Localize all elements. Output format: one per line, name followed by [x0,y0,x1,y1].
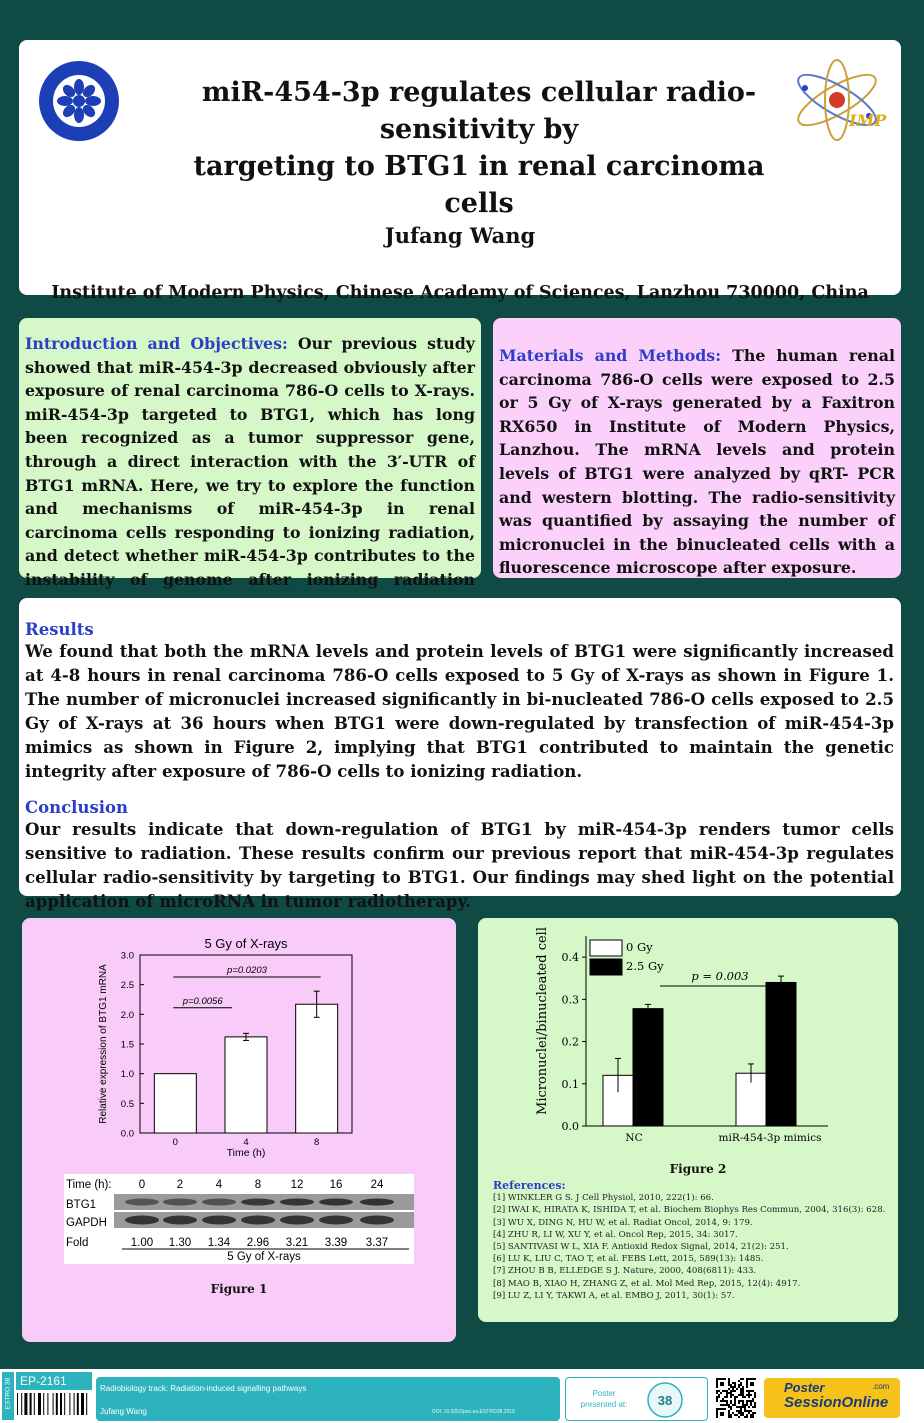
blot-fold-value: 1.00 [130,1237,154,1249]
brand-session: SessionOnline [784,1394,889,1411]
chart-2-ytick-label: 0.4 [561,951,579,965]
chart-1-ytick-label: 1.5 [120,1039,134,1051]
chart-2-p-value: p = 0.003 [691,969,749,983]
chart-2-bar [633,1009,663,1126]
chart-1-ytick-label: 2.0 [120,1009,134,1021]
title-line-2: targeting to BTG1 in renal carcinoma cells [193,151,765,219]
author-name: Jufang Wang [384,223,536,248]
blot-row-label: GAPDH [66,1217,107,1229]
blot-band [241,1216,275,1225]
blot-band [202,1199,236,1206]
blot-band [319,1216,353,1225]
blot-time-label: 12 [290,1179,304,1191]
side-code: ESTRO 38 [4,1377,12,1410]
chart-1-ytick-label: 0.5 [120,1098,134,1110]
chart-1-bar [154,1074,196,1133]
results-heading: Results [25,620,94,639]
blot-band [360,1216,394,1225]
reference-item: [5] SANTIVASI W L, XIA F. Antioxid Redox Signal, 2014, 21(2): 251. [493,1242,789,1253]
chart-2-ytick-label: 0.1 [561,1077,579,1091]
footer-doi: DOI: 10.3252/pso.eu.ESTRO38.2019 [432,1409,515,1415]
chart-1-xlabel: Time (h) [226,1147,266,1159]
chart-2-legend-label: 0 Gy [626,940,653,954]
methods-text [499,344,895,580]
cas-logo [37,59,121,143]
blot-time-label: Time (h): [66,1179,112,1191]
presented-line-1: Poster [592,1389,616,1398]
blot-band [280,1199,314,1206]
chart-1-p-value: p=0.0203 [227,964,267,976]
reference-item: [7] ZHOU B B, ELLEDGE S J. Nature, 2000, 408(6811): 433. [493,1266,757,1277]
western-blot [64,1174,414,1264]
affiliation: Institute of Modern Physics, Chinese Academy of Sciences, Lanzhou 730000, China [51,283,869,303]
blot-time-label: 0 [138,1179,146,1191]
blot-time-label: 2 [176,1179,184,1191]
blot-fold-value: 2.96 [246,1237,270,1249]
imp-logo [787,58,887,142]
blot-band [125,1199,159,1206]
blot-band [360,1199,394,1206]
results-body: We found that both the mRNA levels and protein levels of BTG1 were significantly increased at 4-8 hours in renal carcinoma 786-O cells exposed to 5 Gy of X-rays as shown in Figure 1. The number of micronuclei increased significantly in bi-nucleated 786-O cells exposed to 2.5 Gy of X-rays at 36 hours when BTG1 were down-regulated by transfection of miR-454-3p mimics as shown in Figure 2, implying that BTG1 contributed to maintain the genetic integrity after exposure of 786-O cells to ionizing radiation. [25,641,894,781]
chart-2-ylabel: Micronuclei/binucleated cell [535,927,550,1115]
conclusion-heading: Conclusion [25,798,129,817]
chart-1-p-value: p=0.0056 [182,995,223,1007]
blot-row-label: BTG1 [66,1199,97,1211]
chart-1-ylabel: Relative expression of BTG1 mRNA [98,964,109,1124]
figure-1-panel [22,918,456,1342]
blot-time-label: 8 [254,1179,262,1191]
reference-item: [1] WINKLER G S. J Cell Physiol, 2010, 222(1): 66. [493,1193,714,1204]
chart-1-bar [296,1004,338,1133]
presented-at-box [565,1377,708,1421]
references-heading: References: [493,1179,566,1192]
chart-2-xtick-label: miR-454-3p mimics [718,1132,822,1144]
conclusion-body: Our results indicate that down-regulation of BTG1 by miR-454-3p renders tumor cells sensitive to radiation. These results confirm our previous report that miR-454-3p regulates cellular radio-sensitivity by targeting to BTG1. Our findings may shed light on the potential application of microRNA in tumor radiotherapy. [25,819,894,911]
figure-2-chart [478,918,898,1153]
reference-item: [9] LU Z, LI Y, TAKWI A, et al. EMBO J, 2011, 30(1): 57. [493,1290,735,1301]
track-banner [96,1377,560,1421]
title-line-1: miR-454-3p regulates cellular radio-sensitivity by [201,77,757,145]
blot-time-label: 4 [215,1179,223,1191]
presented-line-2: presented at: [580,1400,628,1409]
blot-band [241,1199,275,1206]
blot-fold-value: 1.34 [207,1237,231,1249]
blot-footer: 5 Gy of X-rays [227,1251,301,1263]
estro-badge-number: 38 [657,1393,673,1408]
figure-1-caption: Figure 1 [210,1282,268,1296]
reference-item: [2] IWAI K, HIRATA K, ISHIDA T, et al. Biochem Biophys Res Commun, 2004, 316(3): 628. [493,1205,886,1216]
intro-body: Our previous study showed that miR-454-3p decreased obviously after exposure of renal carcinoma 786-O cells to X-rays. miR-454-3p targeted to BTG1, which has long been recognized as a tumor suppressor gene, through a direct interaction with the 3′-UTR of BTG1 mRNA. Here, we try to explore the function and mechanisms of miR-454-3p in renal carcinoma cells responding to ionizing radiation, and detect whether miR-454-3p contributes to the instability of genome after ionizing radiation [25,334,475,589]
blot-band [125,1216,159,1225]
chart-2-legend-swatch [590,940,622,956]
chart-1-ytick-label: 0.0 [120,1128,134,1140]
chart-2-legend-label: 2.5 Gy [626,959,664,973]
chart-2-xtick-label: NC [625,1132,643,1144]
chart-1-ytick-label: 1.0 [120,1069,134,1081]
references [493,1180,893,1302]
blot-band [280,1216,314,1225]
reference-item: [4] ZHU R, LI W, XU Y, et al. Oncol Rep, 2015, 34: 3017. [493,1229,738,1240]
chart-1-bar [225,1037,267,1133]
figure-2-caption: Figure 2 [669,1162,727,1176]
blot-fold-value: 3.21 [285,1237,309,1249]
estro-badge-icon [646,1381,684,1419]
chart-1-ytick-label: 2.5 [120,980,134,992]
figure-1-chart [22,918,456,1168]
barcode-icon [17,1393,91,1417]
blot-band [202,1216,236,1225]
chart-2-ytick-label: 0.0 [561,1120,579,1133]
blot-fold-label: Fold [66,1237,89,1249]
chart-1-title: 5 Gy of X-rays [204,936,288,951]
side-code-strip [2,1372,14,1420]
figure-2-panel [478,918,898,1322]
brand-logo [764,1378,900,1418]
intro-panel [19,318,481,589]
blot-fold-value: 3.37 [365,1237,389,1249]
blot-time-label: 24 [370,1179,384,1191]
header-panel [19,40,901,303]
blot-fold-value: 1.30 [168,1237,192,1249]
chart-2-ytick-label: 0.3 [561,993,579,1007]
blot-band [163,1216,197,1225]
intro-heading: Introduction and Objectives: [25,334,288,353]
chart-2-legend-swatch [590,959,622,975]
footer-bar [0,1369,924,1423]
blot-fold-value: 3.39 [324,1237,348,1249]
blot-time-label: 16 [329,1179,343,1191]
reference-item: [6] LU K, LIU C, TAO T, et al. FEBS Lett, 2015, 589(13): 1485. [493,1254,764,1265]
track-text: Radiobiology track: Radiation-induced signalling pathways [100,1384,307,1393]
brand-com: .com [872,1382,890,1391]
qr-code-icon [716,1378,756,1418]
methods-panel [493,318,901,578]
methods-body: The human renal carcinoma 786-O cells were exposed to 2.5 or 5 Gy of X-rays generated by a Faxitron RX650 in Institute of Modern Physics, Lanzhou. The mRNA levels and protein levels of BTG1 were analyzed by qRT- PCR and western blotting. The radio-sensitivity was quantified by assaying the number of micronuclei in the binucleated cells with a fluorescence microscope after exposure. [499,346,895,578]
reference-item: [8] MAO B, XIAO H, ZHANG Z, et al. Mol Med Rep, 2015, 12(4): 4917. [493,1278,801,1289]
blot-band [163,1199,197,1206]
reference-item: [3] WU X, DING N, HU W, et al. Radiat Oncol, 2014, 9: 179. [493,1217,753,1228]
reference-list [493,1192,893,1302]
poster-code: EP-2161 [16,1372,92,1390]
chart-1-ytick-label: 3.0 [120,950,134,962]
poster-title [159,74,799,222]
chart-1-xtick-label: 4 [243,1137,249,1148]
presented-at-label [574,1388,634,1410]
imp-logo-text: IMP [849,111,887,130]
blot-band [319,1199,353,1206]
chart-2-ytick-label: 0.2 [561,1035,579,1049]
intro-text [25,332,475,615]
results-panel [19,598,901,911]
methods-heading: Materials and Methods: [499,346,722,365]
footer-author: Jufang Wang [100,1407,147,1416]
chart-1-xtick-label: 0 [172,1137,178,1148]
brand-poster: Poster [784,1380,825,1395]
chart-1-xtick-label: 8 [314,1137,320,1148]
chart-2-bar [766,982,796,1126]
